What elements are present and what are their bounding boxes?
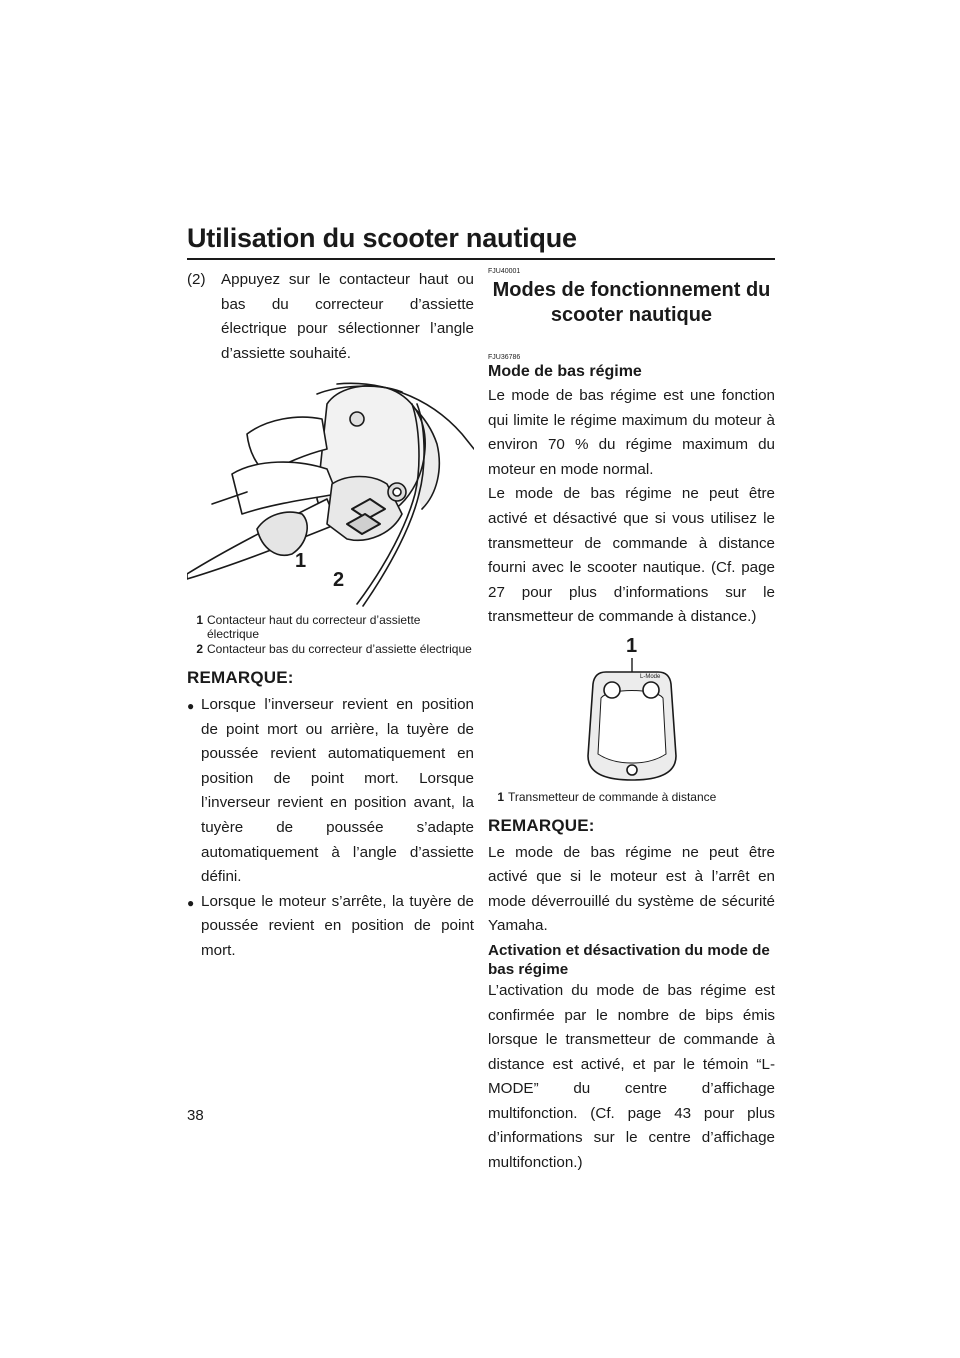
remote-transmitter-illustration	[488, 636, 775, 786]
caption-number: 1	[497, 789, 504, 804]
activation-heading: Activation et désactivation du mode de bas régime	[488, 941, 770, 978]
subsection-code: FJU36786	[488, 354, 521, 361]
bullet-text: Lorsque le moteur s’arrête, la tuyère de poussée revient en position de point mort.	[201, 892, 474, 959]
device-label: L-Mode	[640, 673, 661, 680]
caption-row	[187, 642, 474, 656]
caption-text: Contacteur bas du correcteur d’assiette électrique	[207, 642, 472, 657]
callout-1: 1	[626, 634, 638, 657]
left-column	[187, 268, 474, 964]
caption-text: Transmetteur de commande à distance	[508, 789, 717, 804]
subsection-title: Mode de bas régime	[488, 363, 642, 380]
step-number: (2)	[187, 271, 206, 288]
callout-2: 2	[333, 569, 345, 592]
paragraph: L’activation du mode de bas régime est confirmée par le nombre de bips émis lorsque le transmetteur de commande à distance est activé, et par le témoin “L-MODE” du centre d’affichage multifonction. (Cf. page 43 pour plus d’informations sur le centre d’affichage multifonction.)	[488, 981, 775, 1172]
trim-switch-illustration	[187, 374, 474, 609]
paragraph: Le mode de bas régime est une fonction qui limite le régime maximum du moteur à environ 70 % du régime maximum du moteur en mode normal.	[488, 387, 775, 478]
paragraph: Le mode de bas régime ne peut être activé et désactivé que si vous utilisez le transmetteur de commande à distance fourni avec le scooter nautique. (Cf. page 27 pour plus d’informations sur le transmetteur de commande à distance.)	[488, 485, 775, 626]
caption-row	[488, 790, 775, 804]
caption-number: 1	[196, 613, 203, 628]
caption-row	[187, 613, 474, 641]
paragraph: Le mode de bas régime ne peut être activé que si le moteur est à l’arrêt en mode déverrouillé du système de sécurité Yamaha.	[488, 843, 775, 935]
header-rule	[187, 258, 775, 260]
caption-number: 2	[196, 642, 203, 657]
page-number: 38	[187, 1107, 204, 1124]
step-text: Appuyez sur le contacteur haut ou bas du correcteur d’assiette électrique pour sélectionner l’angle d’assiette souhaité.	[221, 271, 474, 362]
callout-1: 1	[295, 550, 307, 573]
bullet-icon: ●	[187, 698, 195, 713]
bullet-item	[187, 890, 474, 964]
right-column	[488, 268, 775, 1176]
bullet-text: Lorsque l’inverseur revient en position de point mort ou arrière, la tuyère de poussée revient automatiquement en position de point mort. Lorsque l’inverseur revient en position avant, la tuyère de poussée s’adapte automatiquement à l’angle d’assiette défini.	[201, 695, 474, 886]
figure-captions	[488, 790, 775, 804]
caption-text: Contacteur haut du correcteur d’assiette électrique	[207, 613, 421, 642]
figure-captions	[187, 613, 474, 656]
page-header	[187, 218, 775, 260]
step-2	[187, 268, 474, 366]
remote-transmitter-drawing	[488, 636, 775, 786]
bullet-item	[187, 693, 474, 890]
section-title: Modes de fonctionnement du scooter nautique	[492, 279, 771, 326]
bullet-icon: ●	[187, 895, 195, 910]
page-title: Utilisation du scooter nautique	[187, 223, 577, 253]
remarque-heading: REMARQUE:	[488, 815, 595, 835]
remarque-heading: REMARQUE:	[187, 668, 294, 688]
handlebar-trim-switch-drawing	[187, 374, 474, 609]
section-code: FJU40001	[488, 268, 521, 275]
